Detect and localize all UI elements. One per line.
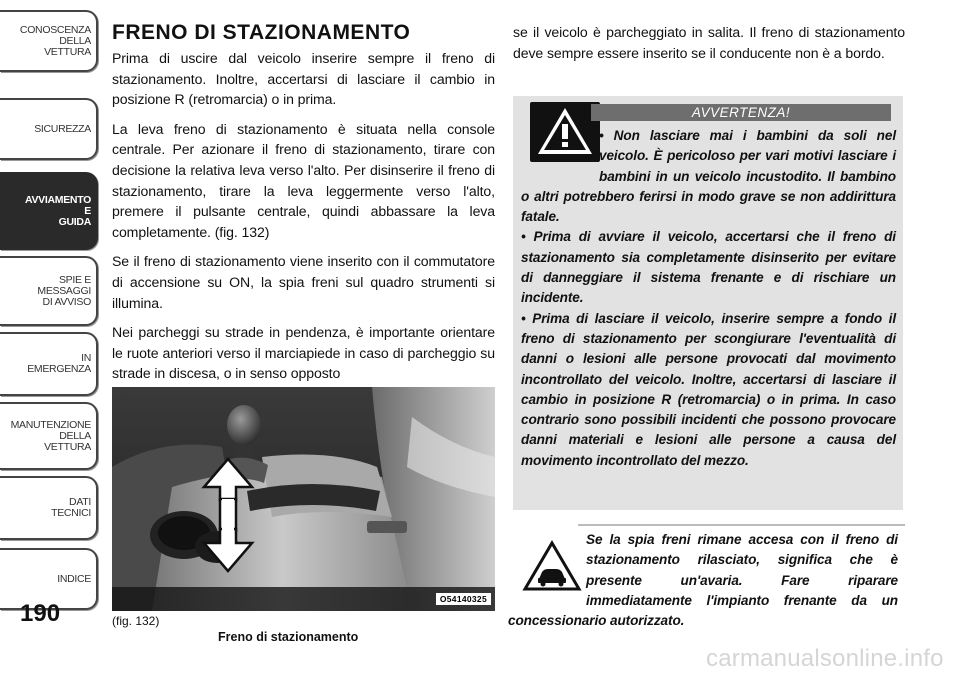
warning-text [521,126,896,471]
car-warning-icon [522,540,582,592]
section-title: FRENO DI STAZIONAMENTO [112,21,411,44]
warning-body: • Non lasciare mai i bambini da soli nel veicolo. È pericoloso per vari motivi lasciare i bambini in un veicolo incustodito. Il bambino o altri potrebbero ferirsi in modo grave se non addirittura fatale. • Prima di avviare il veicolo, accertarsi che il freno di stazionamento sia completamente disinserito per evitare di danneggiare il sistema frenante e di rischiare un incidente. • Prima di lasciare il veicolo, inserire sempre a fondo il freno di stazionamento per scongiurare l'eventualità di danni o lesioni alle persone provocati dal movimento incontrollato del veicolo. Inoltre, accertarsi di lasciare il cambio in posizione R (retromarcia) o in prima. In caso contrario sono possibili incidenti che possono provocare danni materiali e lesioni alle persone a causa del movimento incontrollato del mezzo. [521,128,896,468]
figure-number: (fig. 132) [112,614,160,628]
tab-dati-tecnici[interactable]: DATI TECNICI [0,476,98,540]
warning-text-spacer [521,126,599,186]
tab-in-emergenza[interactable]: IN EMERGENZA [0,332,98,396]
tab-indice[interactable]: INDICE [0,548,98,610]
paragraph-2: La leva freno di stazionamento è situata nella console centrale. Per azionare il freno di stazionamento, tirare con decisione la relativa leva verso l'alto. Per disinserire il freno di stazionamento, tirare la leva leggermente verso l'alto, premere il pulsante centrale, quindi abbassare la leva completamente. (fig. 132) [112,120,495,240]
chapter-sidebar [0,0,98,640]
watermark: carmanualsonline.info [706,645,944,672]
figure-code: O54140325 [436,593,491,605]
note-divider [578,524,905,526]
figure-caption: Freno di stazionamento [218,630,359,644]
tab-avviamento-e-guida[interactable]: AVVIAMENTO E GUIDA [0,172,98,250]
warning-title: AVVERTENZA! [591,104,891,121]
tab-conoscenza-della-vettura[interactable]: CONOSCENZA DELLA VETTURA [0,10,98,72]
page-number: 190 [20,600,61,627]
paragraph-1: Prima di uscire dal veicolo inserire sempre il freno di stazionamento. Inoltre, accertarsi di lasciare il cambio in posizione R (retromarcia) o in prima. [112,50,495,108]
note-icon [522,540,582,592]
continuation-paragraph: se il veicolo è parcheggiato in salita. Il freno di stazionamento deve sempre essere inserito se il conducente non è a bordo. [513,24,905,61]
tab-manutenzione[interactable]: MANUTENZIONE DELLA VETTURA [0,402,98,470]
paragraph-3: Se il freno di stazionamento viene inserito con il commutatore di accensione su ON, la spia freni sul quadro strumenti si illumina. [112,253,495,311]
tab-spie-e-messaggi[interactable]: SPIE E MESSAGGI DI AVVISO [0,256,98,326]
paragraph-4: Nei parcheggi su strade in pendenza, è importante orientare le ruote anteriori verso il marciapiede in caso di parcheggio su strade in discesa, o in senso opposto [112,324,495,382]
note-body: Se la spia freni rimane accesa con il freno di stazionamento rilasciato, significa che è presente un'avaria. Fare riparare immediatamente l'impianto frenante da un concessionario autorizzato. [508,532,898,629]
right-column [513,22,905,63]
warning-box [513,96,903,510]
parking-brake-photo [112,387,495,611]
left-column [112,22,495,393]
parking-brake-figure [112,387,495,611]
tab-sicurezza[interactable]: SICUREZZA [0,98,98,160]
